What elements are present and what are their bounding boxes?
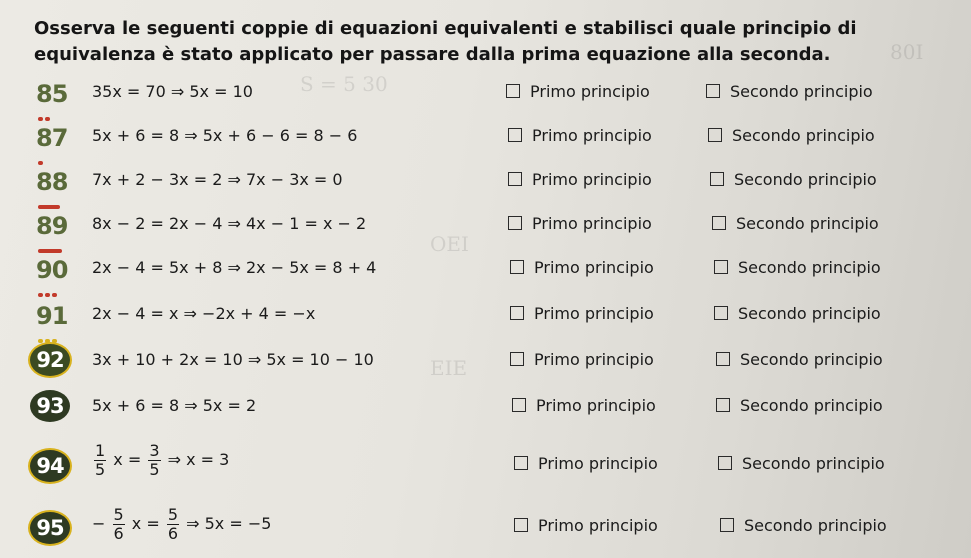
show-through-text: 80I [890, 40, 924, 64]
equation [92, 506, 271, 543]
checkbox[interactable] [506, 84, 520, 98]
option-first-principle[interactable] [512, 396, 656, 415]
option-label: Primo principio [538, 516, 658, 535]
checkbox[interactable] [510, 260, 524, 274]
exercise-number: 85 [36, 80, 68, 108]
exercise-row [0, 348, 971, 388]
option-first-principle[interactable] [506, 82, 650, 101]
instructions: Osserva le seguenti coppie di equazioni equivalenti e stabilisci quale principio di equivalenza è stato applicato per passare dalla prima equazione alla seconda. [34, 18, 857, 65]
checkbox[interactable] [716, 398, 730, 412]
fraction-denominator: 5 [149, 460, 160, 479]
fraction-denominator: 6 [167, 524, 179, 543]
equation: 35x = 70 ⇒ 5x = 10 [92, 82, 253, 101]
fraction-numerator: 1 [95, 441, 106, 460]
checkbox[interactable] [510, 306, 524, 320]
exercise-number: 92 [30, 344, 70, 376]
option-label: Primo principio [532, 214, 652, 233]
exercise-row [0, 80, 971, 120]
exercise-number: 91 [36, 302, 68, 330]
option-first-principle[interactable] [514, 516, 658, 535]
exercise-row [0, 302, 971, 342]
fraction [148, 442, 160, 479]
option-second-principle[interactable] [706, 82, 873, 101]
exercise-row [0, 394, 971, 434]
exercise-number: 87 [36, 124, 68, 152]
equation: 7x + 2 − 3x = 2 ⇒ 7x − 3x = 0 [92, 170, 343, 189]
option-second-principle[interactable] [708, 126, 875, 145]
checkbox[interactable] [716, 352, 730, 366]
option-first-principle[interactable] [508, 170, 652, 189]
checkbox[interactable] [508, 172, 522, 186]
checkbox[interactable] [514, 518, 528, 532]
fraction-numerator: 5 [167, 505, 179, 524]
option-label: Primo principio [534, 258, 654, 277]
option-first-principle[interactable] [514, 454, 658, 473]
exercise-row [0, 124, 971, 164]
fraction-denominator: 5 [95, 460, 106, 479]
number-decoration [38, 196, 64, 202]
show-through-text: OEI [430, 232, 469, 256]
option-second-principle[interactable] [714, 304, 881, 323]
fraction-numerator: 3 [149, 441, 160, 460]
option-label: Secondo principio [730, 82, 873, 101]
fraction-numerator: 5 [113, 505, 124, 524]
fraction [94, 442, 106, 479]
option-label: Secondo principio [734, 170, 877, 189]
exercise-number: 90 [36, 256, 68, 284]
checkbox[interactable] [508, 216, 522, 230]
option-label: Secondo principio [732, 126, 875, 145]
option-second-principle[interactable] [716, 396, 883, 415]
option-label: Primo principio [532, 126, 652, 145]
equation [92, 442, 229, 479]
option-first-principle[interactable] [508, 214, 652, 233]
exercise-number: 88 [36, 168, 68, 196]
option-label: Primo principio [534, 350, 654, 369]
option-first-principle[interactable] [510, 258, 654, 277]
exercise-row [0, 256, 971, 296]
fraction-denominator: 6 [113, 524, 124, 543]
option-label: Primo principio [534, 304, 654, 323]
number-decoration [38, 240, 64, 246]
equation: 5x + 6 = 8 ⇒ 5x + 6 − 6 = 8 − 6 [92, 126, 358, 145]
equation-part: x = [131, 514, 160, 533]
number-decoration [38, 284, 64, 290]
exercise-number: 93 [30, 390, 70, 422]
option-first-principle[interactable] [510, 350, 654, 369]
checkbox[interactable] [708, 128, 722, 142]
option-first-principle[interactable] [510, 304, 654, 323]
checkbox[interactable] [510, 352, 524, 366]
equation-part: ⇒ 5x = −5 [186, 514, 272, 533]
option-label: Primo principio [536, 396, 656, 415]
equation-part: ⇒ x = 3 [167, 450, 230, 469]
option-second-principle[interactable] [716, 350, 883, 369]
checkbox[interactable] [712, 216, 726, 230]
equation: 3x + 10 + 2x = 10 ⇒ 5x = 10 − 10 [92, 350, 374, 369]
equation: 5x + 6 = 8 ⇒ 5x = 2 [92, 396, 257, 415]
option-second-principle[interactable] [720, 516, 887, 535]
option-label: Secondo principio [736, 214, 879, 233]
option-second-principle[interactable] [718, 454, 885, 473]
fraction [113, 506, 125, 543]
checkbox[interactable] [714, 260, 728, 274]
checkbox[interactable] [710, 172, 724, 186]
exercise-row [0, 441, 971, 496]
equation-part: − [92, 514, 106, 533]
option-label: Secondo principio [740, 396, 883, 415]
equation: 8x − 2 = 2x − 4 ⇒ 4x − 1 = x − 2 [92, 214, 367, 233]
checkbox[interactable] [706, 84, 720, 98]
show-through-text: S = 5 30 [300, 72, 388, 96]
option-label: Primo principio [530, 82, 650, 101]
number-decoration [38, 152, 64, 158]
option-second-principle[interactable] [714, 258, 881, 277]
option-label: Secondo principio [744, 516, 887, 535]
checkbox[interactable] [514, 456, 528, 470]
equation: 2x − 4 = 5x + 8 ⇒ 2x − 5x = 8 + 4 [92, 258, 377, 277]
number-decoration [38, 330, 64, 336]
checkbox[interactable] [508, 128, 522, 142]
option-label: Secondo principio [740, 350, 883, 369]
exercise-row [0, 505, 971, 558]
option-second-principle[interactable] [712, 214, 879, 233]
checkbox[interactable] [512, 398, 526, 412]
option-second-principle[interactable] [710, 170, 877, 189]
exercise-number: 89 [36, 212, 68, 240]
option-label: Secondo principio [738, 304, 881, 323]
equation: 2x − 4 = x ⇒ −2x + 4 = −x [92, 304, 316, 323]
option-label: Primo principio [532, 170, 652, 189]
number-decoration [38, 108, 64, 114]
option-label: Primo principio [538, 454, 658, 473]
option-label: Secondo principio [742, 454, 885, 473]
checkbox[interactable] [714, 306, 728, 320]
exercise-row [0, 212, 971, 252]
fraction [167, 506, 179, 543]
exercise-number: 94 [30, 450, 70, 482]
exercise-number: 95 [30, 512, 70, 544]
checkbox[interactable] [720, 518, 734, 532]
checkbox[interactable] [718, 456, 732, 470]
option-label: Secondo principio [738, 258, 881, 277]
equation-part: x = [113, 450, 142, 469]
option-first-principle[interactable] [508, 126, 652, 145]
show-through-text: EIE [430, 356, 468, 380]
exercise-row [0, 168, 971, 208]
